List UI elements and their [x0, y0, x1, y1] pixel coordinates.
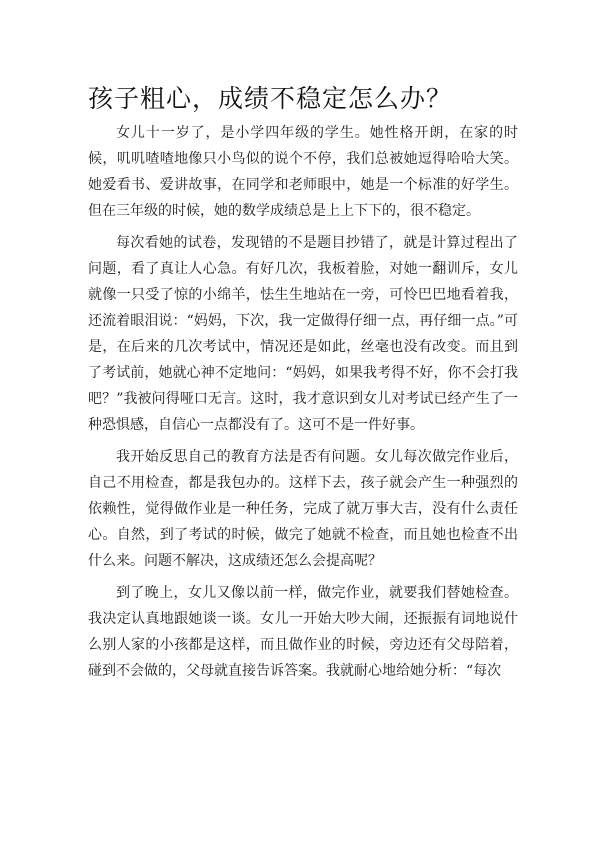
paragraph-2: 每次看她的试卷，发现错的不是题目抄错了，就是计算过程出了问题，看了真让人心急。有好几次，我板着脸，对她一翻训斥，女儿就像一只受了惊的小绵羊，怯生生地站在一旁，可怜巴巴地看着我，还流着眼泪说：“妈妈，下次，我一定做得仔细一点，再仔细一点。”可是，在后来的几次考试中，情况还是如此，丝毫也没有改变。而且到了考试前，她就心神不定地问：“妈妈，如果我考得不好，你不会打我吧？”我被问得哑口无言。这时，我才意识到女儿对考试已经产生了一种恐惧感，自信心一点都没有了。这可不是一件好事。 [88, 235, 518, 433]
paragraph-3: 我开始反思自己的教育方法是否有问题。女儿每次做完作业后，自己不用检查，都是我包办的。这样下去，孩子就会产生一种强烈的依赖性，觉得做作业是一种任务，完成了就万事大吉，没有什么责任心。自然，到了考试的时候，做完了她就不检查，而且她也检查不出什么来。问题不解决，这成绩还怎么会提高呢？ [88, 449, 518, 569]
paragraph-4: 到了晚上，女儿又像以前一样，做完作业，就要我们替她检查。我决定认真地跟她谈一谈。女儿一开始大吵大闹，还振振有词地说什么别人家的小孩都是这样，而且做作业的时候，旁边还有父母陪着，碰到不会做的，父母就直接告诉答案。我就耐心地给她分析：“每次 [88, 585, 518, 679]
page-title: 孩子粗心，成绩不稳定怎么办？ [88, 84, 453, 113]
paragraph-1: 女儿十一岁了，是小学四年级的学生。她性格开朗，在家的时候，叽叽喳喳地像只小鸟似的说个不停，我们总被她逗得哈哈大笑。她爱看书、爱讲故事，在同学和老师眼中，她是一个标准的好学生。但在三年级的时候，她的数学成绩总是上上下下的，很不稳定。 [88, 125, 518, 219]
article-body [88, 120, 518, 690]
